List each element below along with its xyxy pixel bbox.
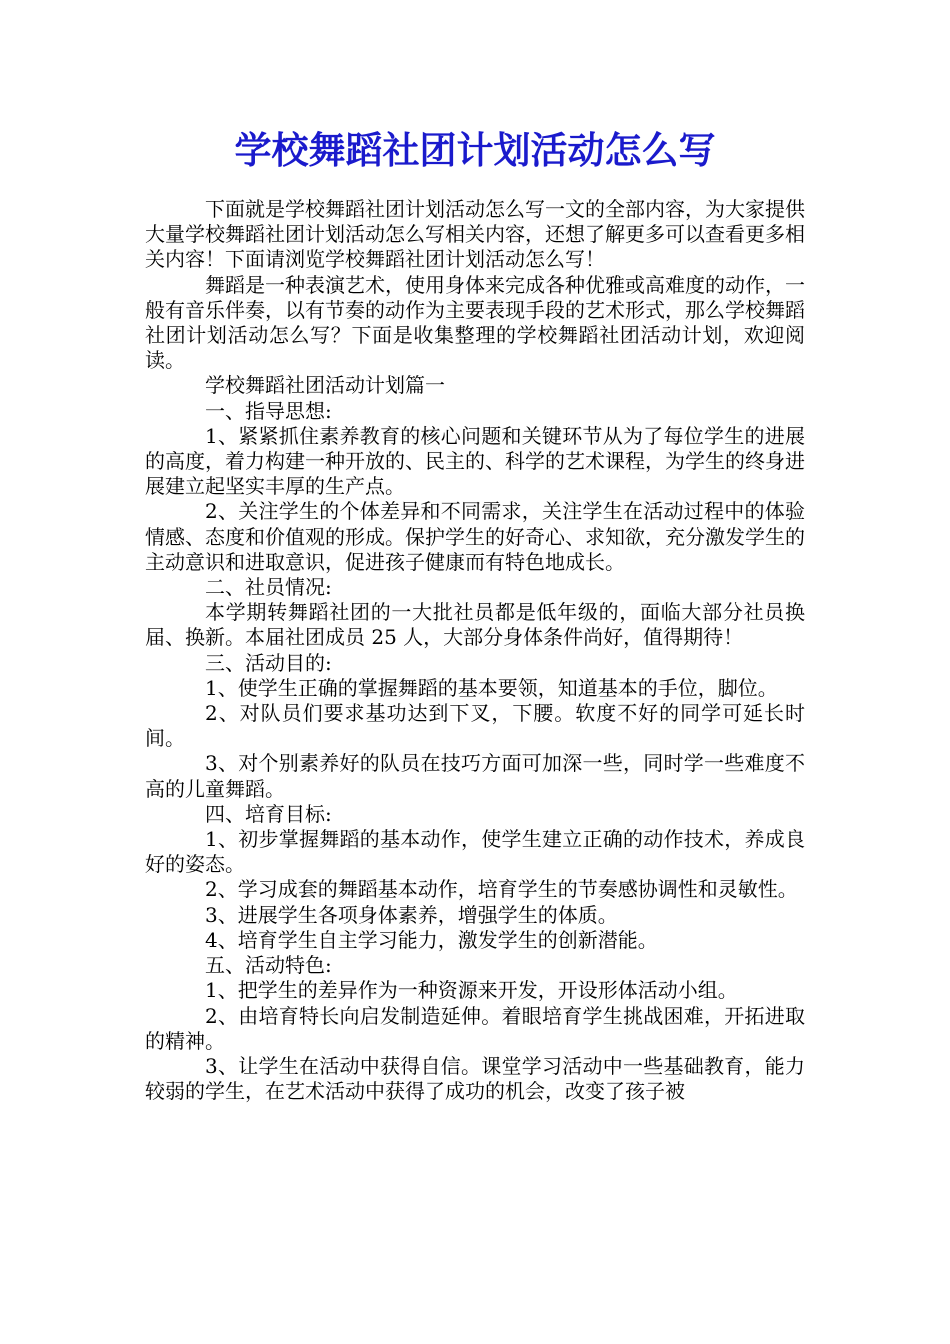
paragraph-purpose-3: 3、对个别素养好的队员在技巧方面可加深一些，同时学一些难度不高的儿童舞蹈。 — [145, 751, 805, 801]
paragraph-intro: 下面就是学校舞蹈社团计划活动怎么写一文的全部内容，为大家提供大量学校舞蹈社团计划活动怎么写相关内容，还想了解更多可以查看更多相关内容！下面请浏览学校舞蹈社团计划活动怎么写！ — [145, 197, 805, 272]
section-heading-purpose: 三、活动目的: — [205, 650, 332, 675]
paragraph-feature-3: 3、让学生在活动中获得自信。课堂学习活动中一些基础教育，能力较弱的学生，在艺术活动中获得了成功的机会，改变了孩子被 — [145, 1053, 805, 1104]
paragraph-members: 本学期转舞蹈社团的一大批社员都是低年级的，面临大部分社员换届、换新。本届社团成员 25 人，大部分身体条件尚好，值得期待！ — [145, 600, 805, 650]
document-title: 学校舞蹈社团计划活动怎么写 — [234, 128, 716, 172]
paragraph-goal-3: 3、进展学生各项身体素养，增强学生的体质。 — [205, 902, 618, 927]
paragraph-guiding-2: 2、关注学生的个体差异和不同需求，关注学生在活动过程中的体验情感、态度和价值观的形成。保护学生的好奇心、求知欲，充分激发学生的主动意识和进取意识，促进孩子健康而有特色地成长。 — [145, 499, 805, 574]
paragraph-purpose-1: 1、使学生正确的掌握舞蹈的基本要领，知道基本的手位，脚位。 — [205, 675, 778, 700]
section-heading-members: 二、社员情况: — [205, 575, 332, 600]
document-body — [145, 197, 805, 1104]
section-heading-plan-one: 学校舞蹈社团活动计划篇一 — [205, 373, 445, 398]
paragraph-guiding-1: 1、紧紧抓住素养教育的核心问题和关键环节从为了每位学生的进展的高度，着力构建一种开放的、民主的、科学的艺术课程，为学生的终身进展建立起坚实丰厚的生产点。 — [145, 423, 805, 499]
section-heading-guiding-thought: 一、指导思想: — [205, 398, 332, 423]
paragraph-dance-description: 舞蹈是一种表演艺术，使用身体来完成各种优雅或高难度的动作，一般有音乐伴奏，以有节奏的动作为主要表现手段的艺术形式，那么学校舞蹈社团计划活动怎么写？下面是收集整理的学校舞蹈社团活动计划，欢迎阅读。 — [145, 272, 805, 373]
paragraph-goal-4: 4、培育学生自主学习能力，激发学生的创新潜能。 — [205, 927, 658, 952]
paragraph-goal-1: 1、初步掌握舞蹈的基本动作，使学生建立正确的动作技术，养成良好的姿态。 — [145, 827, 805, 877]
section-heading-features: 五、活动特色: — [205, 953, 332, 978]
paragraph-goal-2: 2、学习成套的舞蹈基本动作，培育学生的节奏感协调性和灵敏性。 — [205, 877, 798, 902]
paragraph-feature-2: 2、由培育特长向启发制造延伸。着眼培育学生挑战困难，开拓进取的精神。 — [145, 1003, 805, 1053]
paragraph-purpose-2: 2、对队员们要求基功达到下叉，下腰。软度不好的同学可延长时间。 — [145, 701, 805, 751]
paragraph-feature-1: 1、把学生的差异作为一种资源来开发，开设形体活动小组。 — [205, 978, 738, 1003]
section-heading-goals: 四、培育目标: — [205, 801, 332, 826]
